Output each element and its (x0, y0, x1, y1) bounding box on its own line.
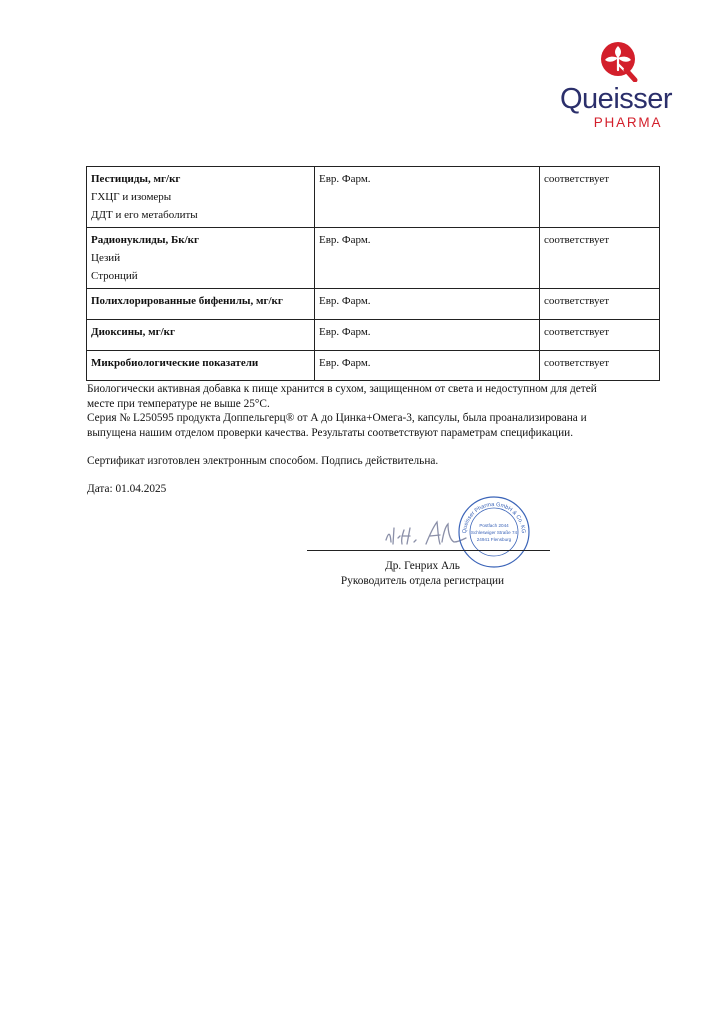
storage-paragraph (87, 382, 687, 440)
result-cell: соответствует (540, 228, 660, 289)
table-row (87, 167, 660, 228)
storage-line-2: месте при температуре не выше 25°С. (87, 397, 270, 410)
document-date: Дата: 01.04.2025 (87, 483, 167, 495)
result-cell: соответствует (540, 167, 660, 228)
table-row (87, 228, 660, 289)
parameter-item: ДДТ и его метаболиты (91, 209, 198, 221)
parameter-title: Диоксины, мг/кг (87, 320, 315, 351)
queisser-logo-icon (598, 40, 638, 82)
company-logo (556, 40, 696, 132)
stamp-line-3: 24941 Flensburg (476, 537, 512, 542)
stamp-top-text: Queisser Pharma GmbH & Co. KG (461, 501, 527, 534)
table-row (87, 289, 660, 320)
method-cell: Евр. Фарм. (315, 167, 540, 228)
signature-line (307, 550, 550, 551)
method-cell: Евр. Фарм. (315, 351, 540, 381)
result-cell: соответствует (540, 289, 660, 320)
logo-wordmark: Queisser (560, 83, 673, 115)
stamp-line-1: Postfach 2044 (479, 523, 509, 528)
parameter-item: ГХЦГ и изомеры (91, 191, 172, 203)
stamp-line-2: Schleswiger Straße 74 (470, 530, 518, 535)
parameter-title: Микробиологические показатели (87, 351, 315, 381)
parameter-title: Радионуклиды, Бк/кг (91, 234, 199, 246)
method-cell: Евр. Фарм. (315, 289, 540, 320)
result-cell: соответствует (540, 320, 660, 351)
method-cell: Евр. Фарм. (315, 228, 540, 289)
logo-subtitle: PHARMA (593, 115, 663, 130)
storage-line-1: Биологически активная добавка к пище хранится в сухом, защищенном от света и недоступном для детей (87, 383, 597, 395)
specification-table (86, 166, 660, 381)
series-line-1: Серия № L250595 продукта Доппельгерц® от А до Цинка+Омега-3, капсулы, была проанализирована и (87, 412, 587, 424)
parameter-cell (87, 228, 315, 289)
table-row (87, 320, 660, 351)
certificate-note: Сертификат изготовлен электронным способом. Подпись действительна. (87, 455, 439, 467)
parameter-title: Полихлорированные бифенилы, мг/кг (87, 289, 315, 320)
parameter-cell (87, 167, 315, 228)
parameter-item: Цезий (91, 252, 121, 264)
parameter-item: Стронций (91, 270, 138, 282)
signatory-name: Др. Генрих Аль (385, 560, 460, 572)
signatory-title: Руководитель отдела регистрации (340, 575, 505, 587)
series-line-2: выпущена нашим отделом проверки качества. Результаты соответствуют параметрам спецификации. (87, 426, 574, 439)
method-cell: Евр. Фарм. (315, 320, 540, 351)
table-row (87, 351, 660, 381)
parameter-title: Пестициды, мг/кг (91, 173, 181, 185)
svg-text:Queisser Pharma GmbH & Co. KG (462, 502, 526, 534)
result-cell: соответствует (540, 351, 660, 381)
